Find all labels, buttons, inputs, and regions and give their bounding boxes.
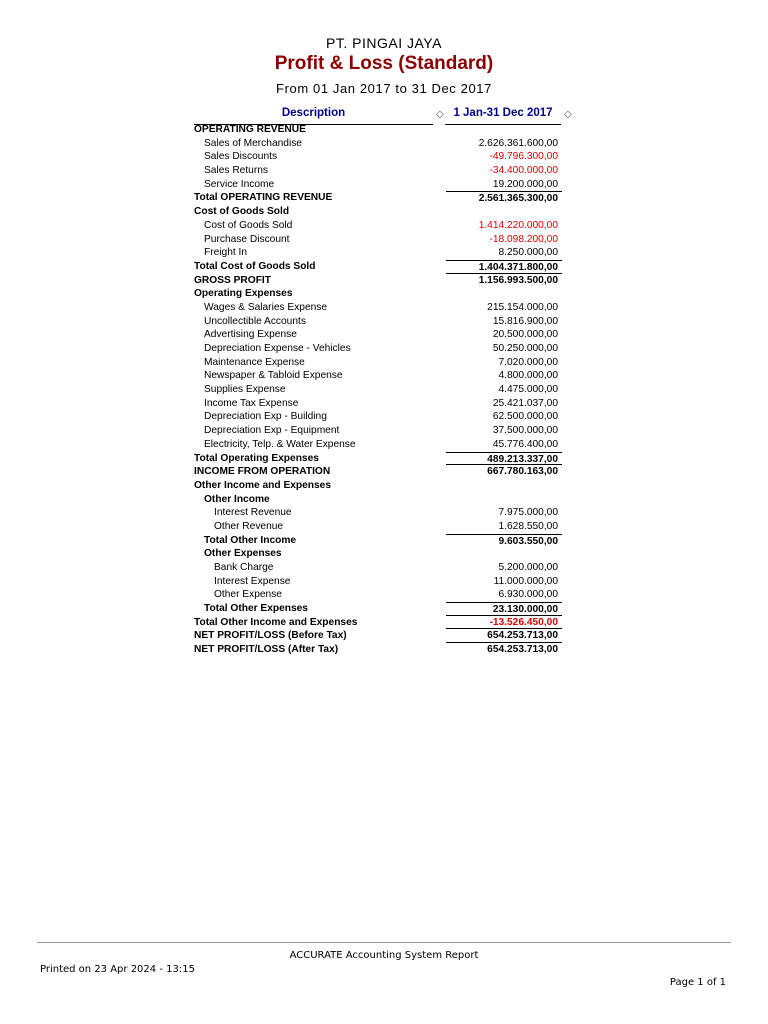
row-amount: 1.414.220.000,00 (478, 219, 558, 231)
table-row (194, 356, 562, 370)
row-label: Cost of Goods Sold (204, 219, 293, 231)
footer-printed-date: Printed on 23 Apr 2024 - 13:15 (40, 964, 195, 975)
row-label: Other Income (204, 493, 270, 505)
table-row (194, 205, 562, 219)
row-label: Service Income (204, 178, 275, 190)
row-amount: 19.200.000,00 (492, 178, 558, 190)
row-label: Depreciation Exp - Equipment (204, 425, 340, 437)
row-amount: 8.250.000,00 (498, 247, 558, 259)
row-amount (446, 479, 562, 493)
table-row (194, 383, 562, 397)
table-row (194, 191, 562, 205)
row-label: Other Revenue (214, 520, 284, 532)
row-amount: 654.253.713,00 (487, 644, 558, 656)
row-label: Other Expense (214, 589, 282, 601)
row-amount (446, 123, 562, 137)
row-label: Interest Revenue (214, 507, 292, 519)
table-row (194, 479, 562, 493)
row-amount: 4.800.000,00 (498, 370, 558, 382)
table-row (194, 410, 562, 424)
row-label: Income Tax Expense (204, 397, 299, 409)
column-header-description[interactable]: Description (194, 107, 433, 125)
row-amount: 37.500.000,00 (492, 425, 558, 437)
table-row (194, 164, 562, 178)
row-amount: 4.475.000,00 (498, 384, 558, 396)
column-header-period[interactable]: 1 Jan-31 Dec 2017 (445, 107, 561, 125)
row-amount: 2.561.365.300,00 (446, 191, 562, 205)
row-label: NET PROFIT/LOSS (Before Tax) (194, 630, 347, 642)
table-row (194, 493, 562, 507)
row-label: Bank Charge (214, 562, 274, 573)
table-row (194, 233, 562, 247)
table-row (194, 588, 562, 602)
row-amount (446, 287, 562, 301)
row-amount: 62.500.000,00 (492, 411, 558, 423)
row-amount: 7.975.000,00 (498, 507, 558, 519)
table-row (194, 301, 562, 315)
table-row (194, 629, 562, 643)
row-label: Total OPERATING REVENUE (194, 192, 333, 204)
row-amount: 2.626.361.600,00 (478, 137, 558, 149)
table-row (194, 575, 562, 589)
row-label: Depreciation Expense - Vehicles (204, 343, 351, 354)
table-row (194, 506, 562, 520)
footer-page-number: Page 1 of 1 (669, 977, 726, 988)
table-row (194, 369, 562, 383)
row-label: Total Other Expenses (204, 603, 308, 615)
row-label: NET PROFIT/LOSS (After Tax) (194, 644, 339, 656)
row-label: Depreciation Exp - Building (204, 411, 327, 423)
row-label: Maintenance Expense (204, 356, 305, 368)
table-row (194, 452, 562, 466)
table-row (194, 150, 562, 164)
table-row (194, 342, 562, 356)
row-label: Sales Discounts (204, 151, 278, 163)
sort-description-icon[interactable]: ◇ (436, 109, 444, 120)
row-label: Supplies Expense (204, 384, 286, 396)
table-row (194, 219, 562, 233)
table-row (194, 274, 562, 288)
row-label: Total Other Income and Expenses (194, 616, 358, 628)
company-name: PT. PINGAI JAYA (326, 35, 442, 51)
table-row (194, 260, 562, 274)
row-label: Purchase Discount (204, 233, 290, 245)
footer-divider (37, 942, 731, 943)
report-title: Profit & Loss (Standard) (274, 53, 494, 74)
row-amount: -18.098.200,00 (489, 233, 558, 245)
table-row (194, 137, 562, 151)
row-amount: 9.603.550,00 (446, 534, 562, 548)
row-label: INCOME FROM OPERATION (194, 466, 331, 478)
row-label: Newspaper & Tabloid Expense (204, 370, 343, 382)
row-label: OPERATING REVENUE (194, 124, 306, 135)
row-label: Freight In (204, 247, 248, 259)
row-label: Total Operating Expenses (194, 452, 319, 464)
table-row (194, 287, 562, 301)
table-row (194, 328, 562, 342)
report-table (194, 123, 562, 657)
row-amount: 25.421.037,00 (492, 397, 558, 409)
row-amount: 489.213.337,00 (446, 452, 562, 466)
row-amount: 20.500.000,00 (492, 329, 558, 341)
row-amount: 1.156.993.500,00 (478, 274, 558, 286)
row-label: GROSS PROFIT (194, 274, 271, 286)
row-amount: 1.404.371.800,00 (446, 260, 562, 274)
row-amount: -49.796.300,00 (489, 151, 558, 163)
table-row (194, 547, 562, 561)
table-row (194, 616, 562, 630)
row-amount (446, 547, 562, 561)
row-amount: 7.020.000,00 (498, 356, 558, 368)
row-amount: 23.130.000,00 (446, 602, 562, 616)
row-label: Other Income and Expenses (194, 479, 332, 491)
row-amount: 15.816.900,00 (492, 315, 558, 327)
table-row (194, 534, 562, 548)
row-amount: 667.780.163,00 (487, 466, 558, 478)
row-label: Sales Returns (204, 165, 268, 177)
row-amount (446, 205, 562, 219)
row-label: Wages & Salaries Expense (204, 301, 328, 313)
table-row (194, 561, 562, 575)
table-row (194, 246, 562, 260)
table-row (194, 315, 562, 329)
table-row (194, 465, 562, 479)
row-label: Total Cost of Goods Sold (194, 260, 316, 272)
row-label: Interest Expense (214, 575, 291, 587)
footer-system-name: ACCURATE Accounting System Report (289, 950, 479, 961)
row-label: Cost of Goods Sold (194, 206, 290, 218)
sort-period-icon[interactable]: ◇ (564, 109, 572, 120)
row-amount (446, 493, 562, 507)
row-label: Total Other Income (204, 534, 297, 546)
row-amount: 654.253.713,00 (446, 629, 562, 643)
table-row (194, 520, 562, 534)
row-amount: 45.776.400,00 (492, 438, 558, 450)
row-label: Advertising Expense (204, 329, 297, 341)
row-amount: 50.250.000,00 (492, 343, 558, 354)
row-label: Electricity, Telp. & Water Expense (204, 438, 356, 450)
table-row (194, 123, 562, 137)
row-amount: -13.526.450,00 (446, 616, 562, 630)
table-row (194, 424, 562, 438)
row-amount: 11.000.000,00 (493, 575, 558, 587)
row-label: Sales of Merchandise (204, 137, 302, 149)
report-period: From 01 Jan 2017 to 31 Dec 2017 (276, 81, 492, 96)
row-amount: 1.628.550,00 (498, 520, 558, 532)
table-row (194, 178, 562, 192)
row-label: Uncollectible Accounts (204, 315, 306, 327)
table-row (194, 438, 562, 452)
table-row (194, 602, 562, 616)
row-amount: 5.200.000,00 (498, 562, 558, 573)
table-row (194, 397, 562, 411)
row-label: Other Expenses (204, 548, 282, 560)
table-row (194, 643, 562, 657)
row-amount: -34.400.000,00 (489, 165, 558, 177)
row-label: Operating Expenses (194, 288, 293, 300)
row-amount: 215.154.000,00 (487, 301, 558, 313)
row-amount: 6.930.000,00 (498, 589, 558, 601)
